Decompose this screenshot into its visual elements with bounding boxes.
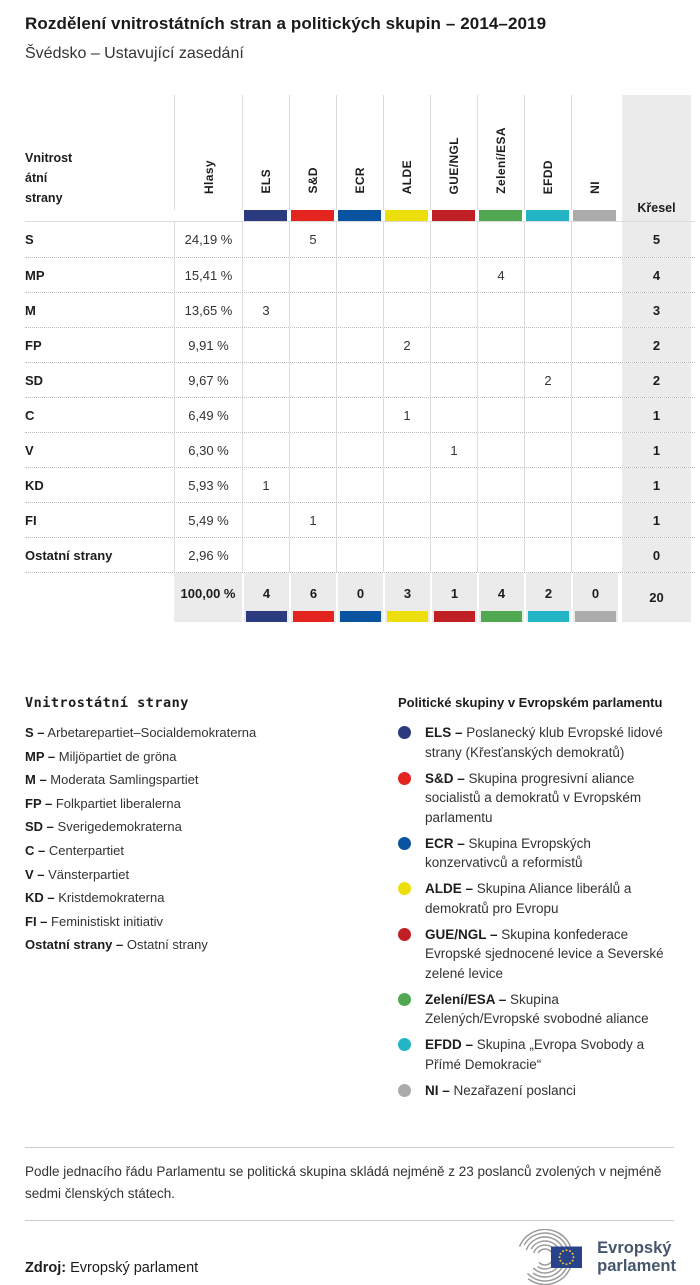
group-seat-cell: [383, 222, 430, 257]
party-label: KD: [25, 477, 44, 493]
group-column-header-ni: NI: [571, 95, 618, 210]
group-seat-cell: [524, 258, 571, 292]
seats-total-cell: 1: [618, 468, 691, 502]
group-seat-cell: [571, 538, 618, 572]
table-row-fi: [25, 502, 695, 537]
party-legend-title: Vnitrostátní strany: [25, 695, 189, 711]
party-legend-item: S – Arbetarepartiet–Socialdemokraterna: [25, 725, 257, 740]
group-seat-cell: 2: [383, 328, 430, 362]
group-seat-cell: [430, 293, 477, 327]
table-header: [25, 95, 695, 221]
group-seat-cell: [383, 258, 430, 292]
group-seat-cell: [571, 258, 618, 292]
group-seat-cell: [477, 398, 524, 432]
group-seat-cell: [477, 293, 524, 327]
group-seat-cell: [336, 222, 383, 257]
group-seat-cell: [571, 503, 618, 537]
group-seat-cell: 4: [477, 258, 524, 292]
group-seat-cell: [242, 363, 289, 397]
group-color-bar-sd: [293, 611, 334, 622]
seats-table: [25, 95, 695, 622]
source-row: [25, 1229, 676, 1285]
total-group-cell-zeleni: 4: [477, 573, 524, 622]
table-row-mp: [25, 257, 695, 292]
page-subtitle: Švédsko – Ustavující zasedání: [25, 45, 244, 62]
group-seat-cell: [524, 468, 571, 502]
group-seat-cell: [430, 258, 477, 292]
group-seat-cell: [242, 222, 289, 257]
group-color-bar-ecr: [338, 210, 381, 221]
table-row-v: [25, 432, 695, 467]
group-seat-cell: [477, 363, 524, 397]
hemicycle-eu-flag-icon: [511, 1229, 589, 1285]
table-row-m: [25, 292, 695, 327]
table-row-ostatni: [25, 537, 695, 572]
table-total-row: [25, 572, 695, 622]
party-legend-item: V – Vänsterpartiet: [25, 866, 130, 882]
group-color-bar-els: [246, 611, 287, 622]
page-title: Rozdělení vnitrostátních stran a politických skupin – 2014–2019: [25, 14, 547, 33]
group-seat-cell: [430, 503, 477, 537]
votes-column-header: Hlasy: [174, 95, 242, 210]
group-seat-cell: 2: [524, 363, 571, 397]
european-parliament-logo: [511, 1229, 676, 1285]
party-legend-item: Ostatní strany – Ostatní strany: [25, 937, 208, 953]
group-color-bar-efdd: [528, 611, 569, 622]
party-label: MP: [25, 267, 45, 283]
group-seat-cell: [571, 363, 618, 397]
party-column-header: Vnitrost átní strany: [25, 151, 73, 205]
group-seat-cell: [477, 503, 524, 537]
group-legend-item: ECR – Skupina Evropských konzervativců a reformistů: [398, 834, 670, 873]
seats-total-cell: 2: [618, 328, 691, 362]
efdd-color-dot: [398, 1038, 411, 1051]
group-color-bar-alde: [385, 210, 428, 221]
votes-cell: 6,49 %: [174, 398, 242, 432]
group-color-bar-guengl: [432, 210, 475, 221]
party-label: V: [25, 442, 34, 458]
group-seat-cell: [383, 363, 430, 397]
logo-wordmark: Evropský parlament: [597, 1238, 676, 1275]
party-legend-item: C – Centerpartiet: [25, 842, 125, 858]
group-seat-cell: [571, 293, 618, 327]
party-legend: [25, 695, 398, 1107]
sd-color-dot: [398, 772, 411, 785]
group-seat-cell: [336, 328, 383, 362]
total-group-cell-sd: 6: [289, 573, 336, 622]
votes-cell: 13,65 %: [174, 293, 242, 327]
group-seat-cell: [289, 538, 336, 572]
group-seat-cell: 1: [242, 468, 289, 502]
group-seat-cell: 1: [289, 503, 336, 537]
party-legend-item: FP – Folkpartiet liberalerna: [25, 795, 181, 811]
group-color-bar-ni: [575, 611, 616, 622]
group-seat-cell: [430, 328, 477, 362]
guengl-color-dot: [398, 928, 411, 941]
ni-color-dot: [398, 1084, 411, 1097]
ecr-color-dot: [398, 837, 411, 850]
group-seat-cell: [477, 433, 524, 467]
footnote-text: Podle jednacího řádu Parlamentu se politická skupina skládá nejméně z 23 poslanců zvolených v nejméně sedmi členských státech.: [25, 1163, 662, 1201]
group-seat-cell: [336, 258, 383, 292]
table-body: [25, 221, 695, 622]
group-seat-cell: [430, 468, 477, 502]
group-seat-cell: 5: [289, 222, 336, 257]
group-legend-item: NI – Nezařazení poslanci: [398, 1081, 670, 1101]
group-seat-cell: [524, 433, 571, 467]
party-label: C: [25, 407, 35, 423]
group-legend-item: ALDE – Skupina Aliance liberálů a demokratů pro Evropu: [398, 879, 670, 918]
seats-total-cell: 3: [618, 293, 691, 327]
group-seat-cell: [242, 258, 289, 292]
table-row-s: [25, 222, 695, 257]
group-legend-item: S&D – Skupina progresivní aliance socialistů a demokratů v Evropském parlamentu: [398, 769, 670, 828]
group-seat-cell: [289, 468, 336, 502]
votes-cell: 15,41 %: [174, 258, 242, 292]
alde-color-dot: [398, 882, 411, 895]
group-seat-cell: 3: [242, 293, 289, 327]
group-seat-cell: [242, 398, 289, 432]
group-legend-item: EFDD – Skupina „Evropa Svobody a Přímé Demokracie“: [398, 1035, 670, 1074]
group-seat-cell: [524, 222, 571, 257]
seats-total-cell: 1: [618, 433, 691, 467]
group-seat-cell: [477, 538, 524, 572]
votes-cell: 6,30 %: [174, 433, 242, 467]
group-column-header-sd: S&D: [289, 95, 336, 210]
els-color-dot: [398, 726, 411, 739]
group-color-bar-alde: [387, 611, 428, 622]
group-color-bar-sd: [291, 210, 334, 221]
group-seat-cell: [336, 503, 383, 537]
title-block: [0, 0, 700, 63]
total-group-cell-ni: 0: [571, 573, 618, 622]
group-seat-cell: [383, 503, 430, 537]
table-row-fp: [25, 327, 695, 362]
group-seat-cell: [430, 222, 477, 257]
group-seat-cell: [477, 468, 524, 502]
group-column-header-guengl: GUE/NGL: [430, 95, 477, 210]
table-row-c: [25, 397, 695, 432]
total-group-cell-els: 4: [242, 573, 289, 622]
group-seat-cell: [571, 398, 618, 432]
group-color-bar-els: [244, 210, 287, 221]
seats-total-cell: 0: [618, 538, 691, 572]
group-seat-cell: 1: [430, 433, 477, 467]
party-legend-item: SD – Sverigedemokraterna: [25, 819, 182, 835]
votes-cell: 2,96 %: [174, 538, 242, 572]
group-seat-cell: [336, 538, 383, 572]
seats-total-cell: 1: [618, 398, 691, 432]
group-seat-cell: [571, 328, 618, 362]
group-legend: [398, 695, 670, 1107]
party-label: SD: [25, 372, 44, 388]
group-seat-cell: [477, 222, 524, 257]
total-group-cell-alde: 3: [383, 573, 430, 622]
seats-total-cell: 5: [618, 222, 691, 257]
votes-cell: 9,67 %: [174, 363, 242, 397]
table-row-kd: [25, 467, 695, 502]
seats-total-cell: 4: [618, 258, 691, 292]
total-votes-cell: 100,00 %: [174, 573, 242, 622]
party-label: FP: [25, 337, 42, 353]
group-seat-cell: [524, 293, 571, 327]
group-color-bar-efdd: [526, 210, 569, 221]
group-color-bar-guengl: [434, 611, 475, 622]
votes-cell: 5,93 %: [174, 468, 242, 502]
seats-total-cell: 2: [618, 363, 691, 397]
group-seat-cell: [430, 363, 477, 397]
group-seat-cell: [336, 468, 383, 502]
group-column-header-efdd: EFDD: [524, 95, 571, 210]
group-seat-cell: [336, 293, 383, 327]
group-color-bar-ecr: [340, 611, 381, 622]
party-legend-item: KD – Kristdemokraterna: [25, 890, 165, 906]
seats-column-header: Křesel: [618, 95, 691, 221]
total-seats-cell: 20: [618, 573, 691, 622]
source-text: Zdroj: Evropský parlament: [25, 1259, 199, 1276]
group-column-header-alde: ALDE: [383, 95, 430, 210]
group-seat-cell: [289, 398, 336, 432]
group-seat-cell: [571, 222, 618, 257]
group-color-bar-zeleni: [479, 210, 522, 221]
group-column-header-ecr: ECR: [336, 95, 383, 210]
group-seat-cell: [524, 538, 571, 572]
group-legend-item: Zelení/ESA – Skupina Zelených/Evropské svobodné aliance: [398, 990, 670, 1029]
group-seat-cell: [289, 293, 336, 327]
group-color-bar-ni: [573, 210, 616, 221]
group-seat-cell: [289, 433, 336, 467]
group-seat-cell: [383, 433, 430, 467]
group-seat-cell: [383, 468, 430, 502]
votes-cell: 9,91 %: [174, 328, 242, 362]
group-column-header-els: ELS: [242, 95, 289, 210]
group-seat-cell: [336, 363, 383, 397]
group-color-bar-zeleni: [481, 611, 522, 622]
group-seat-cell: [242, 328, 289, 362]
party-legend-item: MP – Miljöpartiet de gröna: [25, 748, 177, 764]
source-label: Zdroj:: [25, 1259, 67, 1276]
party-label: FI: [25, 512, 37, 528]
group-legend-item: GUE/NGL – Skupina konfederace Evropské sjednocené levice a Severské zelené levice: [398, 925, 670, 984]
group-seat-cell: [430, 538, 477, 572]
party-label: S: [25, 232, 34, 247]
group-seat-cell: [242, 433, 289, 467]
votes-cell: 24,19 %: [174, 222, 242, 257]
group-seat-cell: [289, 328, 336, 362]
group-seat-cell: [383, 293, 430, 327]
group-seat-cell: [336, 433, 383, 467]
votes-cell: 5,49 %: [174, 503, 242, 537]
group-seat-cell: [289, 258, 336, 292]
group-seat-cell: [289, 363, 336, 397]
legend-section: [25, 695, 695, 1107]
group-seat-cell: [242, 538, 289, 572]
group-seat-cell: 1: [383, 398, 430, 432]
party-label: M: [25, 302, 36, 318]
table-row-sd: [25, 362, 695, 397]
group-seat-cell: [524, 503, 571, 537]
group-legend-title: Politické skupiny v Evropském parlamentu: [398, 695, 663, 710]
total-group-cell-efdd: 2: [524, 573, 571, 622]
group-legend-item: ELS – Poslanecký klub Evropské lidové strany (Křesťanských demokratů): [398, 723, 670, 762]
group-seat-cell: [430, 398, 477, 432]
party-legend-item: M – Moderata Samlingspartiet: [25, 772, 199, 788]
total-group-cell-guengl: 1: [430, 573, 477, 622]
total-group-cell-ecr: 0: [336, 573, 383, 622]
group-seat-cell: [336, 398, 383, 432]
group-seat-cell: [242, 503, 289, 537]
party-label: Ostatní strany: [25, 547, 113, 563]
group-seat-cell: [383, 538, 430, 572]
group-column-header-zeleni: Zelení/ESA: [477, 95, 524, 210]
seats-total-cell: 1: [618, 503, 691, 537]
group-seat-cell: [524, 398, 571, 432]
group-seat-cell: [571, 433, 618, 467]
zeleni-color-dot: [398, 993, 411, 1006]
group-seat-cell: [571, 468, 618, 502]
party-legend-item: FI – Feministiskt initiativ: [25, 913, 163, 929]
footnote-block: [25, 1147, 674, 1221]
group-seat-cell: [477, 328, 524, 362]
group-seat-cell: [524, 328, 571, 362]
